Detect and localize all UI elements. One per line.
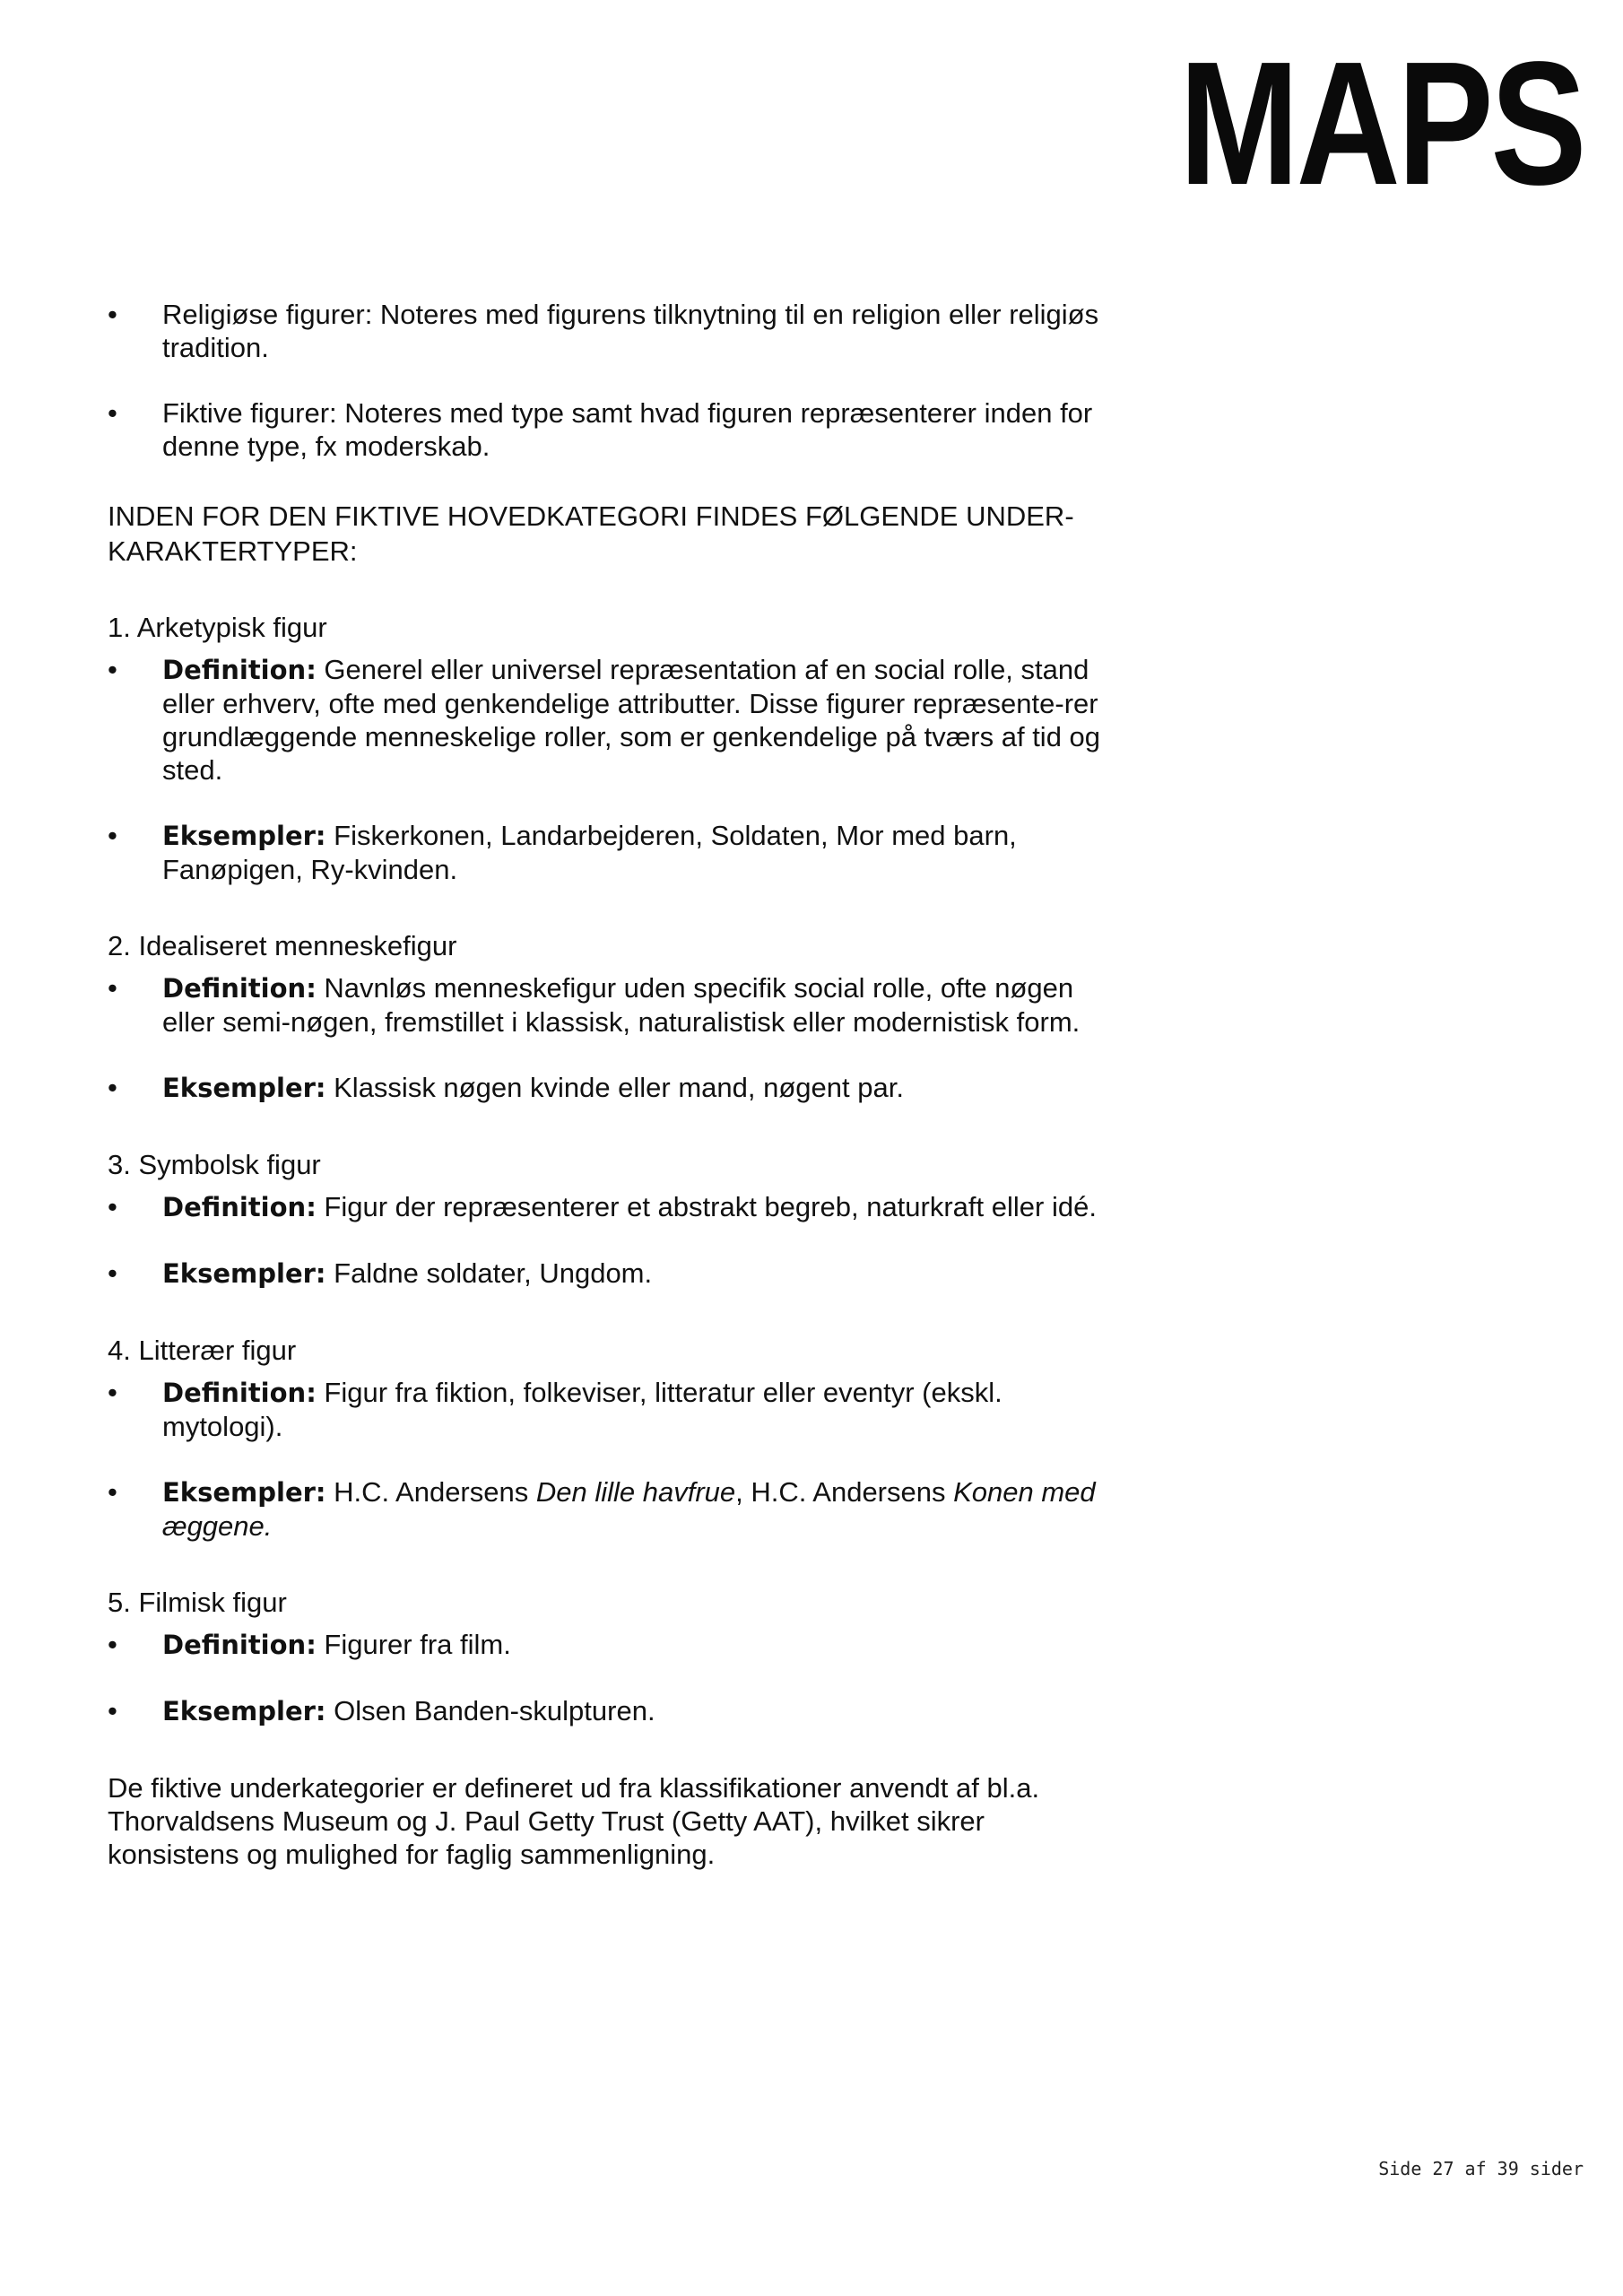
- examples-text: Klassisk nøgen kvinde eller mand, nøgent par.: [325, 1072, 904, 1103]
- definition-item: [108, 653, 1121, 787]
- bullet-dot-icon: •: [108, 1629, 117, 1660]
- document-body: [108, 298, 1121, 1899]
- bullet-dot-icon: •: [108, 1191, 117, 1222]
- bullet-dot-icon: •: [108, 397, 117, 429]
- bullet-religious-figures: [108, 298, 1121, 364]
- bullet-dot-icon: •: [108, 820, 117, 851]
- category-symbolic: [108, 1148, 1121, 1291]
- examples-text: Faldne soldater, Ungdom.: [325, 1257, 653, 1289]
- bullet-dot-icon: •: [108, 1476, 117, 1508]
- examples-title-italic: Den lille havfrue: [535, 1476, 736, 1508]
- bullet-dot-icon: •: [108, 654, 117, 685]
- examples-text: Fiskerkonen, Landarbejderen, Soldaten, Mor med barn, Fanøpigen, Ry-kvinden.: [162, 820, 1017, 885]
- category-bullets: [108, 1628, 1121, 1728]
- examples-label: Eksempler:: [162, 821, 326, 851]
- category-literary: [108, 1334, 1121, 1543]
- category-film: [108, 1586, 1121, 1728]
- section-heading: INDEN FOR DEN FIKTIVE HOVEDKATEGORI FINDES FØLGENDE UNDER-KARAKTERTYPER:: [108, 500, 1074, 567]
- definition-text: Figurer fra film.: [316, 1629, 511, 1660]
- definition-text: Figur der repræsenterer et abstrakt begreb, naturkraft eller idé.: [316, 1191, 1097, 1222]
- definition-text: Generel eller universel repræsentation af en social rolle, stand eller erhverv, ofte med genkendelige attributter. Disse figurer repræsente-rer grundlæggende menneskelige roller, som er genkendelige på tværs af tid og sted.: [162, 654, 1101, 786]
- definition-label: Definition:: [162, 1378, 317, 1408]
- definition-label: Definition:: [162, 1192, 317, 1222]
- bullet-dot-icon: •: [108, 1257, 117, 1289]
- category-title: 2. Idealiseret menneskefigur: [108, 930, 457, 961]
- category-archetypal: [108, 611, 1121, 886]
- examples-item: [108, 1071, 1121, 1105]
- conclusion-paragraph: De fiktive underkategorier er defineret ud fra klassifikationer anvendt af bl.a. Thorvaldsens Museum og J. Paul Getty Trust (Getty AAT), hvilket sikrer konsistens og mulighed for faglig sammenligning.: [108, 1772, 1040, 1870]
- bullet-text: Fiktive figurer: Noteres med type samt hvad figuren repræsenterer inden for denne type, fx moderskab.: [162, 397, 1093, 462]
- category-title: 3. Symbolsk figur: [108, 1149, 321, 1180]
- definition-item: [108, 1376, 1121, 1443]
- bullet-fictive-figures: [108, 396, 1121, 463]
- definition-text: Navnløs menneskefigur uden specifik social rolle, ofte nøgen eller semi-nøgen, fremstillet i klassisk, naturalistisk eller modernistisk form.: [162, 972, 1081, 1038]
- category-bullets: [108, 971, 1121, 1105]
- definition-text: Figur fra fiktion, folkeviser, litteratur eller eventyr (ekskl. mytologi).: [162, 1377, 1002, 1442]
- examples-label: Eksempler:: [162, 1477, 326, 1508]
- definition-label: Definition:: [162, 655, 317, 685]
- definition-item: [108, 971, 1121, 1039]
- definition-label: Definition:: [162, 1630, 317, 1660]
- category-title: 4. Litterær figur: [108, 1335, 297, 1366]
- bullet-dot-icon: •: [108, 1377, 117, 1408]
- category-bullets: [108, 1376, 1121, 1543]
- maps-logo: MAPS: [1178, 25, 1584, 222]
- bullet-dot-icon: •: [108, 1072, 117, 1103]
- examples-text-part: H.C. Andersens: [325, 1476, 536, 1508]
- bullet-dot-icon: •: [108, 972, 117, 1004]
- category-idealized: [108, 929, 1121, 1105]
- examples-label: Eksempler:: [162, 1696, 326, 1726]
- category-bullets: [108, 653, 1121, 886]
- page-number: Side 27 af 39 sider: [1378, 2158, 1584, 2179]
- bullet-dot-icon: •: [108, 299, 117, 330]
- examples-item: [108, 1694, 1121, 1728]
- examples-item: [108, 1475, 1121, 1543]
- bullet-text: Religiøse figurer: Noteres med figurens tilknytning til en religion eller religiøs tradition.: [162, 299, 1099, 363]
- examples-text-part: , H.C. Andersens: [735, 1476, 954, 1508]
- examples-item: [108, 1257, 1121, 1291]
- examples-title-italic: Konen med æggene.: [162, 1476, 1096, 1542]
- examples-text: Olsen Banden-skulpturen.: [325, 1695, 655, 1726]
- examples-label: Eksempler:: [162, 1258, 326, 1289]
- category-title: 1. Arketypisk figur: [108, 612, 327, 643]
- category-bullets: [108, 1190, 1121, 1291]
- definition-label: Definition:: [162, 973, 317, 1004]
- category-title: 5. Filmisk figur: [108, 1587, 287, 1618]
- examples-label: Eksempler:: [162, 1073, 326, 1103]
- definition-item: [108, 1628, 1121, 1662]
- intro-bullet-list: [108, 298, 1121, 463]
- definition-item: [108, 1190, 1121, 1224]
- bullet-dot-icon: •: [108, 1695, 117, 1726]
- examples-item: [108, 819, 1121, 886]
